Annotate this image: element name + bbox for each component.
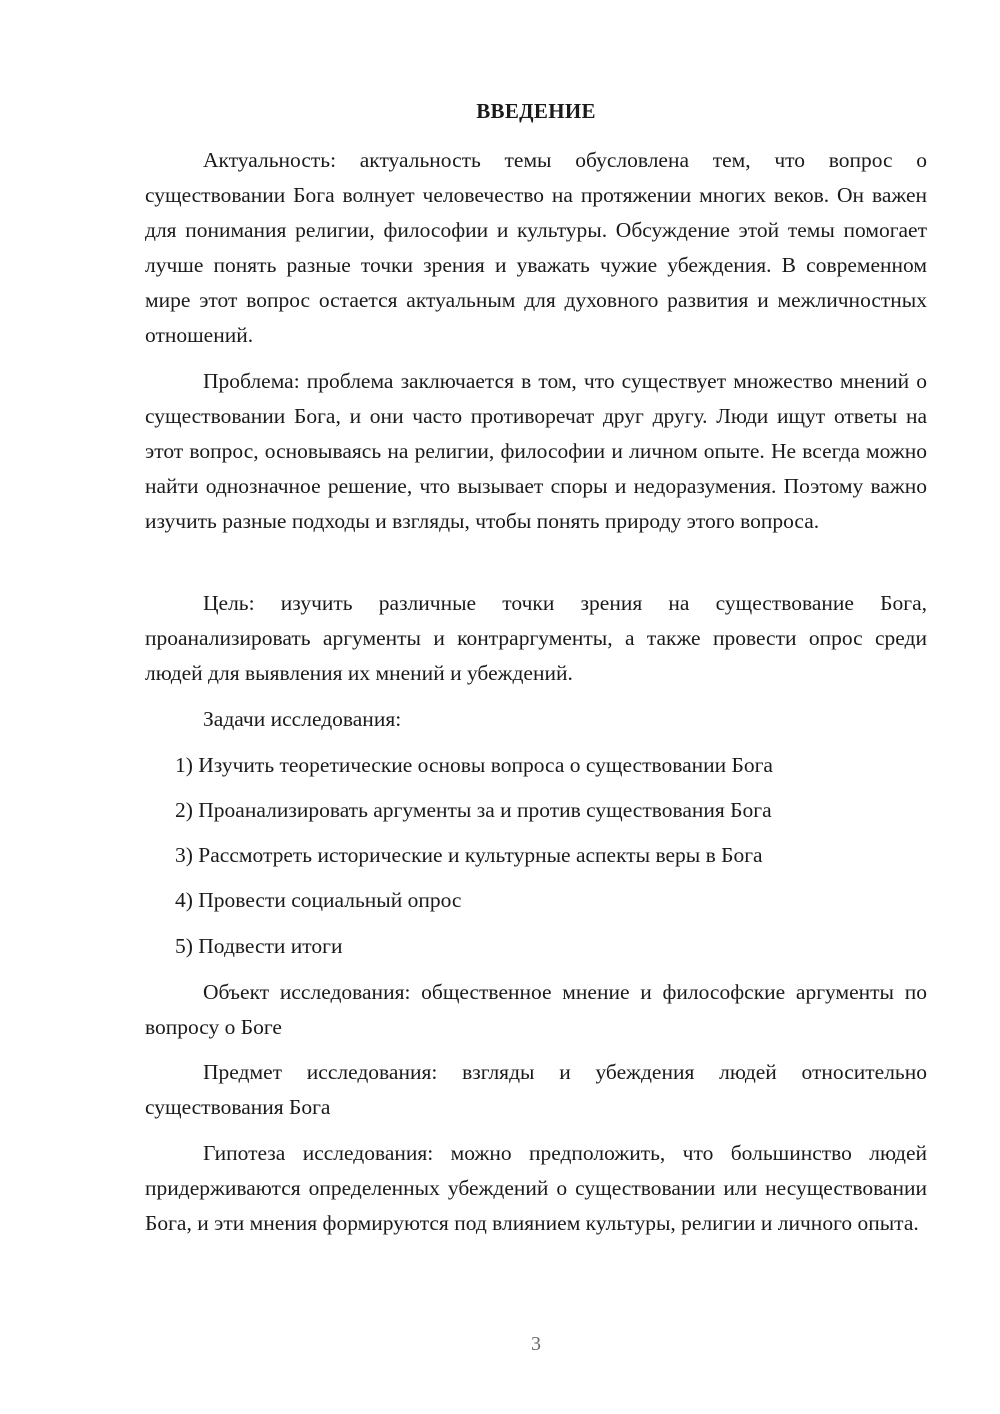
goal-paragraph: Цель: изучить различные точки зрения на существование Бога, проанализировать аргументы и контраргументы, а также провести опрос среди людей для выявления их мнений и убеждений.: [145, 591, 927, 685]
task-item: 1) Изучить теоретические основы вопроса о существовании Бога: [175, 753, 773, 777]
page-title: ВВЕДЕНИЕ: [476, 99, 596, 123]
page-number: 3: [531, 1333, 541, 1355]
task-item: 4) Провести социальный опрос: [175, 888, 462, 912]
hypothesis-paragraph: Гипотеза исследования: можно предположить, что большинство людей придерживаются определенных убеждений о существовании или несуществовании Бога, и эти мнения формируются под влиянием культуры, религии и личного опыта.: [145, 1141, 927, 1235]
problem-paragraph: Проблема: проблема заключается в том, что существует множество мнений о существовании Бога, и они часто противоречат друг другу. Люди ищут ответы на этот вопрос, основываясь на религии, философии и личном опыте. Не всегда можно найти однозначное решение, что вызывает споры и недоразумения. Поэтому важно изучить разные подходы и взгляды, чтобы понять природу этого вопроса.: [145, 369, 927, 533]
tasks-heading: Задачи исследования:: [203, 707, 402, 731]
task-item: 3) Рассмотреть исторические и культурные аспекты веры в Бога: [175, 843, 763, 867]
task-item: 2) Проанализировать аргументы за и против существования Бога: [175, 798, 772, 822]
task-item: 5) Подвести итоги: [175, 934, 343, 958]
object-paragraph: Объект исследования: общественное мнение и философские аргументы по вопросу о Боге: [145, 980, 927, 1039]
subject-paragraph: Предмет исследования: взгляды и убеждения людей относительно существования Бога: [145, 1060, 927, 1119]
relevance-paragraph: Актуальность: актуальность темы обусловлена тем, что вопрос о существовании Бога волнует человечество на протяжении многих веков. Он важен для понимания религии, философии и культуры. Обсуждение этой темы помогает лучше понять разные точки зрения и уважать чужие убеждения. В современном мире этот вопрос остается актуальным для духовного развития и межличностных отношений.: [145, 148, 927, 347]
